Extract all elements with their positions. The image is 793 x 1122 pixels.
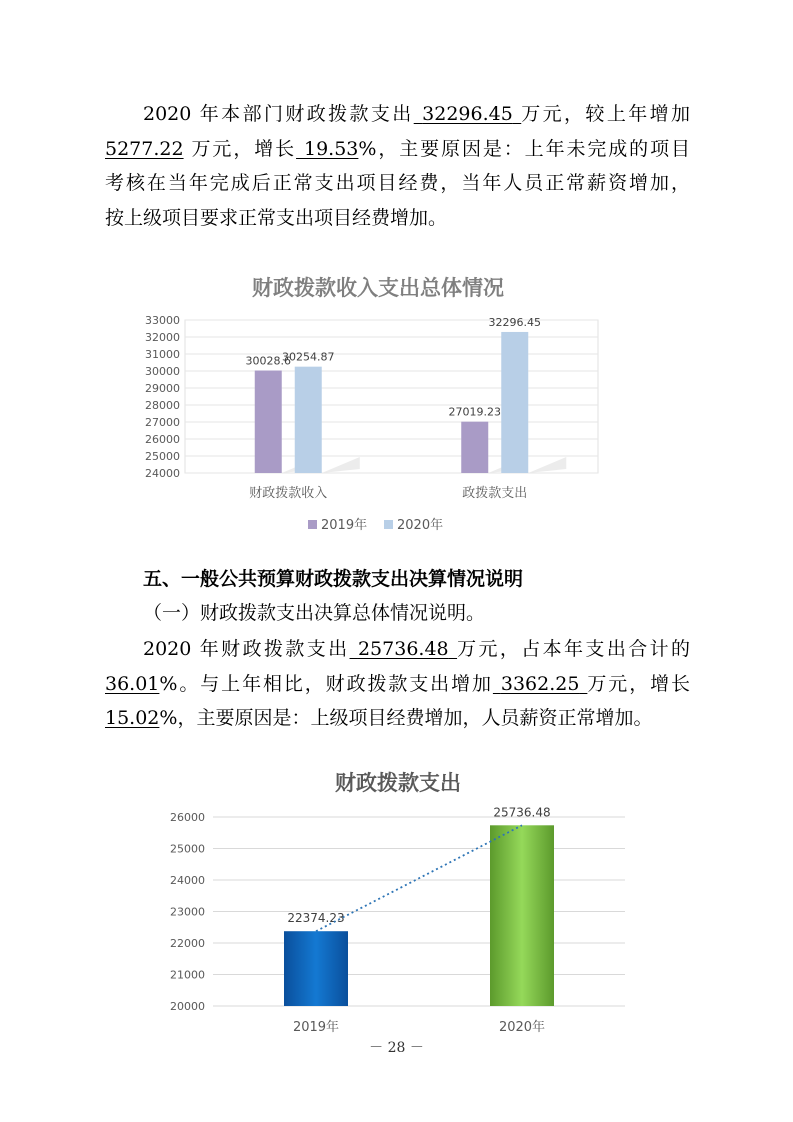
- x-axis: [249, 485, 527, 501]
- data-label: 30028.6: [245, 354, 291, 368]
- y-tick-label: 21000: [170, 968, 205, 982]
- y-tick-label: 26000: [145, 433, 180, 446]
- value-increase: 5277.22: [105, 137, 184, 160]
- data-label: 32296.45: [488, 315, 541, 329]
- x-category-label: 财政拨款收入: [249, 486, 328, 501]
- paragraph-line: 考核在当年完成后正常支出项目经费，当年人员正常薪资增加，: [105, 172, 690, 194]
- chart-gridlines: [213, 817, 625, 1006]
- x-category-label: 2020年: [498, 1020, 546, 1035]
- legend-swatch: [308, 520, 317, 529]
- text-segment: %，主要原因是：上年未完成的项目: [358, 137, 690, 160]
- chart-fiscal-expenditure: [140, 760, 660, 1040]
- y-tick-label: 32000: [145, 331, 180, 344]
- paragraph-line: [105, 667, 690, 702]
- y-tick-label: 25000: [170, 842, 205, 856]
- page-number: － 28 －: [369, 1040, 424, 1056]
- bar-shadow: [322, 457, 360, 473]
- chart-revenue-expenditure: [140, 265, 660, 545]
- y-tick-label: 22000: [170, 937, 205, 950]
- legend-label: 2019年: [321, 518, 368, 533]
- bar-2020年-1: [501, 332, 528, 473]
- value-increase: 3362.25: [500, 672, 580, 695]
- bar-group: [246, 316, 567, 473]
- chart-title: 财政拨款支出: [335, 771, 461, 795]
- chart-title: 财政拨款收入支出总体情况: [252, 276, 504, 300]
- data-label: 25736.48: [493, 805, 551, 820]
- paragraph-line: [105, 132, 690, 167]
- text-segment: 万元，增长: [191, 137, 297, 160]
- y-axis: [170, 811, 205, 1013]
- y-tick-label: 29000: [145, 382, 180, 395]
- y-tick-label: 24000: [170, 874, 205, 887]
- text-segment: 万元，占本年支出合计的: [457, 638, 690, 660]
- y-tick-label: 23000: [170, 905, 205, 919]
- plot-area-border: [185, 320, 598, 473]
- data-label: 27019.23: [448, 405, 501, 419]
- y-tick-label: 33000: [145, 314, 180, 327]
- y-tick-label: 31000: [145, 348, 180, 361]
- paragraph-line: [105, 632, 690, 667]
- bar-shadow: [528, 457, 566, 473]
- legend-swatch: [384, 520, 393, 529]
- y-tick-label: 24000: [145, 467, 180, 480]
- legend-label: 2020年: [397, 518, 444, 533]
- bar-2019年: [284, 931, 348, 1006]
- value-growth-rate: 15.02: [105, 707, 160, 729]
- text-segment: 2020 年财政拨款支出: [143, 638, 350, 660]
- bar-2019年-1: [461, 422, 488, 473]
- x-axis: [293, 1019, 545, 1035]
- value-total-expenditure: 32296.45: [422, 103, 513, 125]
- x-category-label: 2019年: [292, 1020, 340, 1035]
- paragraph-fiscal-expenditure: [105, 632, 690, 736]
- y-tick-label: 20000: [170, 1000, 205, 1013]
- y-axis: [145, 314, 180, 480]
- paragraph-line: [105, 97, 690, 132]
- x-category-label: 政拨款支出: [462, 486, 528, 501]
- y-tick-label: 28000: [145, 399, 180, 412]
- chart-gridlines: [185, 320, 598, 473]
- y-tick-label: 30000: [145, 365, 180, 378]
- chart-legend: [308, 517, 443, 533]
- bar-group: [284, 805, 554, 1006]
- y-tick-label: 25000: [145, 450, 180, 463]
- y-tick-label: 26000: [170, 811, 205, 824]
- paragraph-line: 按上级项目要求正常支出项目经费增加。: [105, 206, 448, 229]
- text-segment: 2020 年本部门财政拨款支出: [143, 103, 414, 125]
- data-label: 22374.23: [287, 911, 345, 926]
- text-segment: %。与上年相比，财政拨款支出增加: [159, 672, 493, 695]
- bar-2019年-0: [255, 371, 282, 473]
- bar-2020年: [490, 825, 554, 1006]
- bar-2020年-0: [295, 367, 322, 473]
- section-heading: 五、一般公共预算财政拨款支出决算情况说明: [143, 568, 524, 590]
- section-subheading: （一）财政拨款支出决算总体情况说明。: [143, 602, 486, 624]
- paragraph-line: [105, 701, 690, 736]
- data-label: 30254.87: [282, 350, 335, 364]
- value-growth-rate: 19.53: [304, 137, 359, 160]
- value-fiscal-expenditure: 25736.48: [357, 638, 449, 660]
- paragraph-expenditure-summary: [105, 97, 690, 235]
- text-segment: 万元，增长: [587, 672, 690, 695]
- text-segment: 万元，较上年增加: [521, 103, 690, 125]
- value-share: 36.01: [105, 672, 160, 695]
- text-segment: %，主要原因是：上级项目经费增加，人员薪资正常增加。: [159, 707, 653, 729]
- y-tick-label: 27000: [145, 416, 180, 429]
